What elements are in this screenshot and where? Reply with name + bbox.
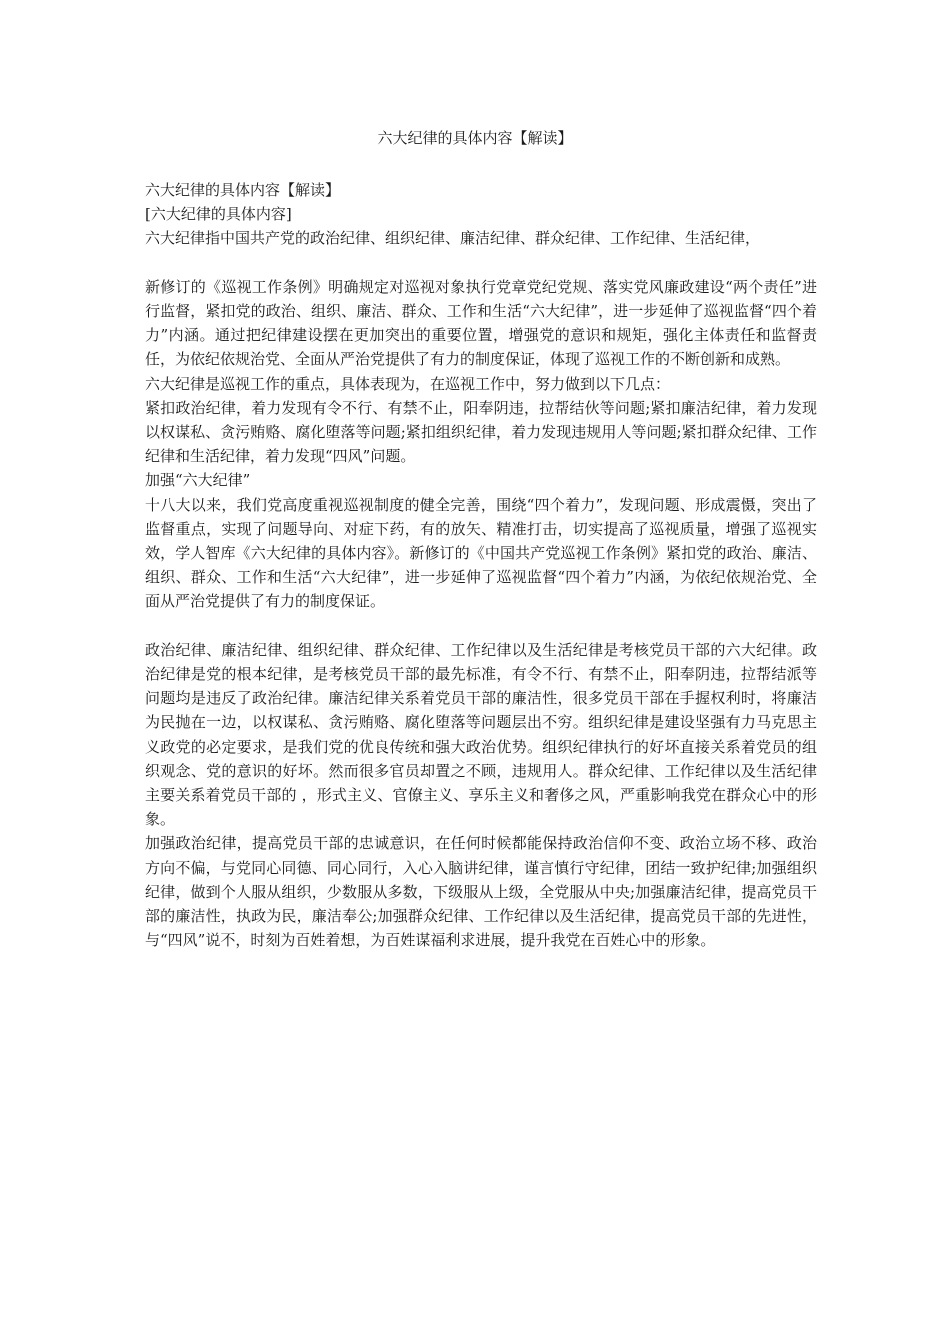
document-body: [145, 178, 817, 952]
paragraph-definition: 六大纪律指中国共产党的政治纪律、组织纪律、廉洁纪律、群众纪律、工作纪律、生活纪律，: [145, 229, 761, 248]
paragraph-section-heading: 加强“六大纪律”: [145, 471, 251, 490]
paragraph-focus-points: 紧扣政治纪律，着力发现有令不行、有禁不止，阳奉阴违，拉帮结伙等问题;紧扣廉洁纪律，着力发现以权谋私、贪污贿赂、腐化堕落等问题;紧扣组织纪律，着力发现违规用人等问题;紧扣群众纪律、工作纪律和生活纪律，着力发现“四风”问题。: [145, 398, 817, 466]
paragraph-strengthen: 加强政治纪律，提高党员干部的忠诚意识，在任何时候都能保持政治信仰不变、政治立场不移、政治方向不偏，与党同心同德、同心同行，入心入脑讲纪律，谨言慎行守纪律，团结一致护纪律;加强组织纪律，做到个人服从组织，少数服从多数，下级服从上级，全党服从中央;加强廉洁纪律，提高党员干部的廉洁性，执政为民，廉洁奉公;加强群众纪律、工作纪律以及生活纪律，提高党员干部的先进性，与“四风”说不，时刻为百姓着想，为百姓谋福利求进展，提升我党在百姓心中的形象。: [145, 834, 817, 950]
paragraph-subtitle: 六大纪律的具体内容【解读】: [145, 181, 341, 199]
paragraph-bracket-heading: [六大纪律的具体内容]: [145, 205, 292, 224]
blank-line: [145, 251, 817, 275]
blank-line: [145, 614, 817, 638]
document-title: 六大纪律的具体内容【解读】: [377, 129, 573, 147]
paragraph-focus-intro: 六大纪律是巡视工作的重点，具体表现为，在巡视工作中，努力做到以下几点：: [145, 374, 671, 393]
paragraph-six-disciplines: 政治纪律、廉洁纪律、组织纪律、群众纪律、工作纪律以及生活纪律是考核党员干部的六大纪律。政治纪律是党的根本纪律，是考核党员干部的最先标准，有令不行、有禁不止，阳奉阴违，拉帮结派等问题均是违反了政治纪律。廉洁纪律关系着党员干部的廉洁性，很多党员干部在手握权利时，将廉洁为民抛在一边，以权谋私、贪污贿赂、腐化堕落等问题层出不穷。组织纪律是建设坚强有力马克思主义政党的必定要求，是我们党的优良传统和强大政治优势。组织纪律执行的好坏直接关系着党员的组织观念、党的意识的好坏。然而很多官员却置之不顾，违规用人。群众纪律、工作纪律以及生活纪律主要关系着党员干部的 ，形式主义、官僚主义、享乐主义和奢侈之风，严重影响我党在群众心中的形象。: [145, 640, 817, 829]
paragraph-since-18th: 十八大以来，我们党高度重视巡视制度的健全完善，围绕“四个着力”，发现问题、形成震慑，突出了监督重点，实现了问题导向、对症下药，有的放矢、精准打击，切实提高了巡视质量，增强了巡视实效，学人智库《六大纪律的具体内容》。新修订的《中国共产党巡视工作条例》紧扣党的政治、廉洁、组织、群众、工作和生活“六大纪律”，进一步延伸了巡视监督“四个着力”内涵，为依纪依规治党、全面从严治党提供了有力的制度保证。: [145, 495, 817, 611]
paragraph-regulation: 新修订的《巡视工作条例》明确规定对巡视对象执行党章党纪党规、落实党风廉政建设“两个责任”进行监督，紧扣党的政治、组织、廉洁、群众、工作和生活“六大纪律”，进一步延伸了巡视监督“四个着力”内涵。通过把纪律建设摆在更加突出的重要位置，增强党的意识和规矩，强化主体责任和监督责任，为依纪依规治党、全面从严治党提供了有力的制度保证，体现了巡视工作的不断创新和成熟。: [145, 277, 817, 369]
